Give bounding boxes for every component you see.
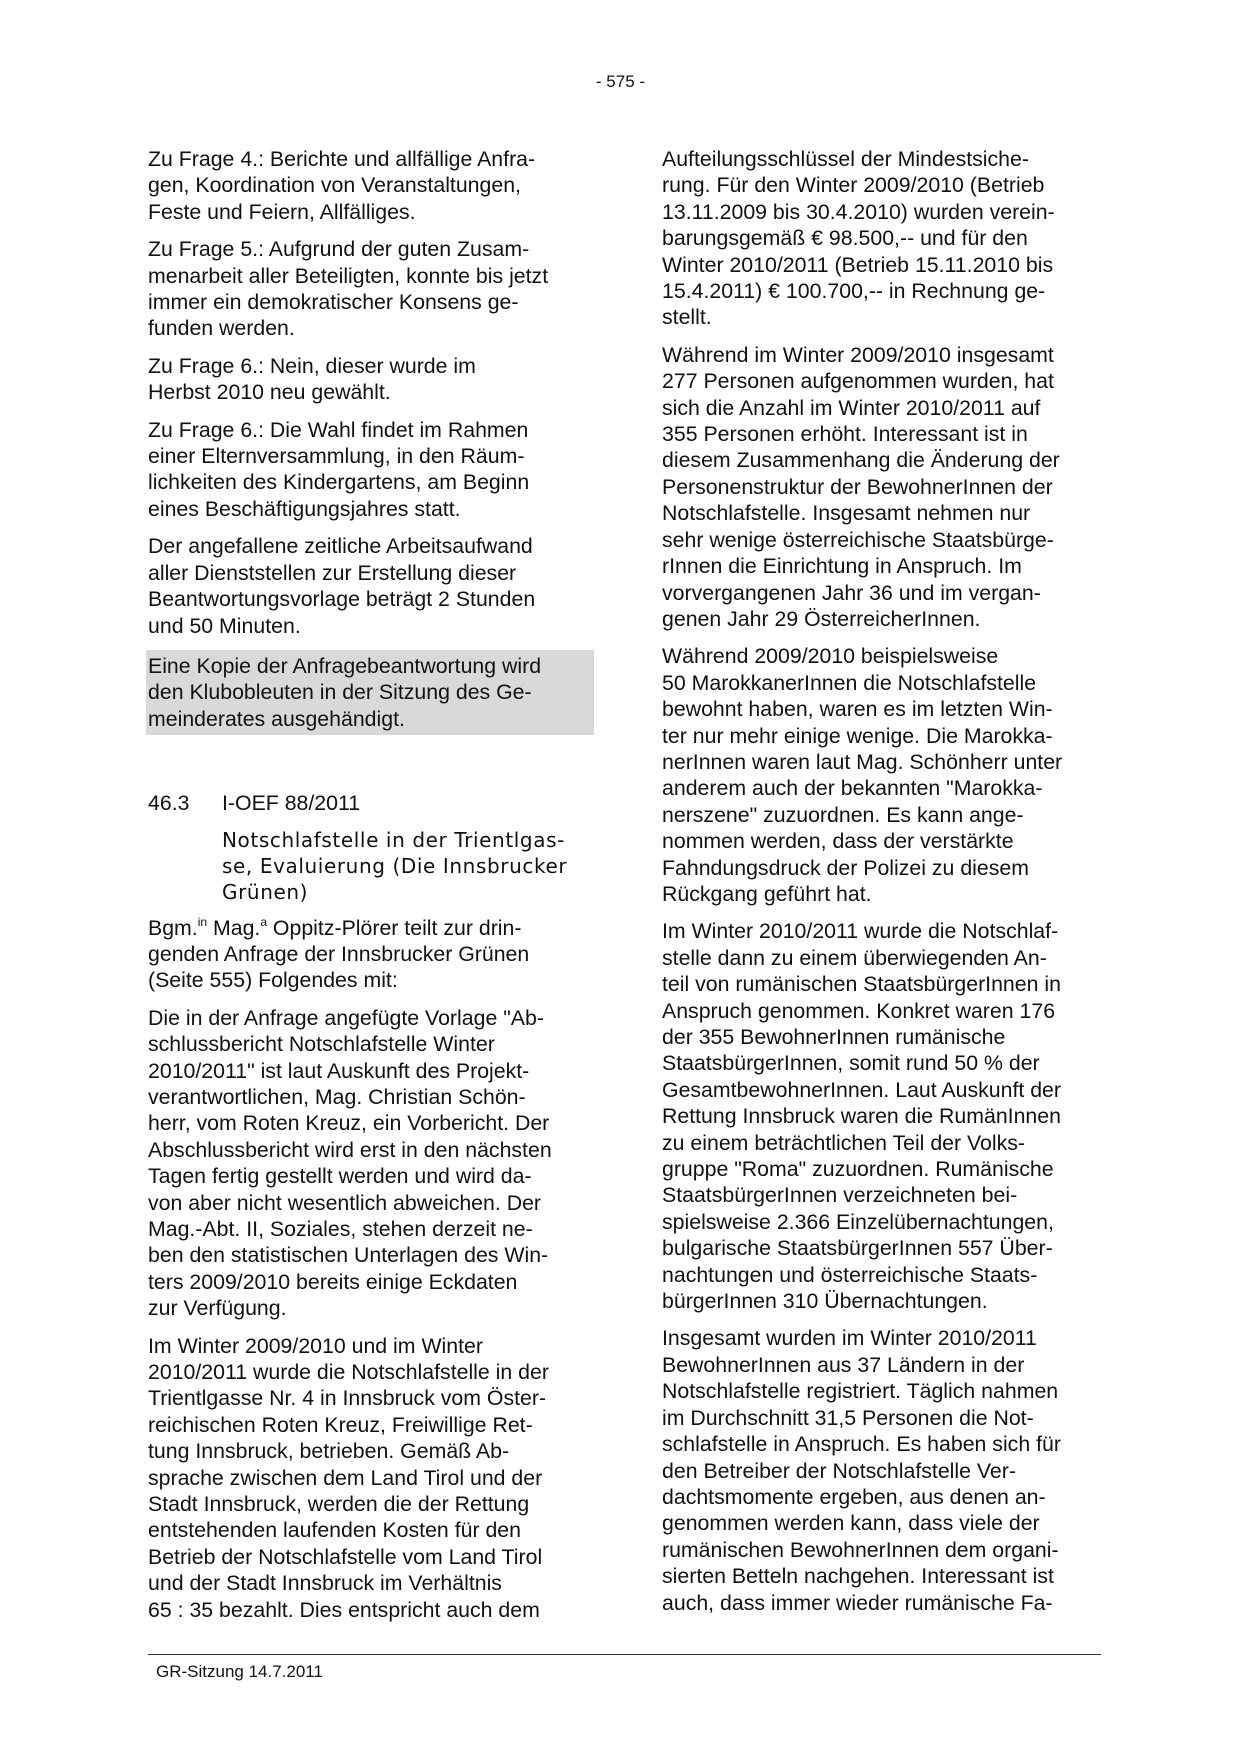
text-line: 277 Personen aufgenommen wurden, hat — [662, 369, 1054, 394]
text-line: und 50 Minuten. — [148, 613, 301, 638]
text-line: sprache zwischen dem Land Tirol und der — [148, 1465, 543, 1490]
text-line: sierten Betteln nachgehen. Interessant ist — [662, 1564, 1054, 1589]
superscript: in — [197, 914, 208, 929]
text-line: Während 2009/2010 beispielsweise — [662, 644, 999, 669]
text-line: Abschlussbericht wird erst in den nächsten — [148, 1137, 552, 1162]
agenda-item-code: I-OEF 88/2011 — [222, 791, 361, 816]
text-line: rumänischen BewohnerInnen dem organi- — [662, 1537, 1059, 1562]
paragraph-marokkaner — [662, 643, 1108, 907]
text-line: 13.11.2009 bis 30.4.2010) wurden verein- — [662, 199, 1055, 224]
text-line: barungsgemäß € 98.500,-- und für den — [662, 226, 1028, 251]
text-line: diesem Zusammenhang die Änderung der — [662, 448, 1060, 473]
text-line: genden Anfrage der Innsbrucker Grünen — [148, 941, 530, 966]
text-fragment: Mag. — [207, 915, 261, 940]
text-line: genommen werden kann, dass viele der — [662, 1511, 1040, 1536]
text-line: Betrieb der Notschlafstelle vom Land Tirol — [148, 1544, 543, 1569]
page-number: - 575 - — [595, 72, 646, 91]
text-line: zu einem beträchtlichen Teil der Volks- — [662, 1130, 1026, 1155]
text-line: Im Winter 2010/2011 wurde die Notschlaf- — [662, 919, 1059, 944]
paragraph-frage-6a — [148, 353, 594, 406]
text-line: den Klubobleuten in der Sitzung des Ge- — [148, 680, 532, 705]
text-line: anderem auch der bekannten "Marokka- — [662, 776, 1043, 801]
paragraph-arbeitsaufwand — [148, 533, 594, 639]
text-line: Feste und Feiern, Allfälliges. — [148, 199, 416, 224]
text-line: verantwortlichen, Mag. Christian Schön- — [148, 1084, 526, 1109]
text-line: 15.4.2011) € 100.700,-- in Rechnung ge- — [662, 279, 1046, 304]
text-line: der 355 BewohnerInnen rumänische — [662, 1025, 1006, 1049]
text-line: Anspruch genommen. Konkret waren 176 — [662, 998, 1056, 1023]
text-line: bulgarische StaatsbürgerInnen 557 Über- — [662, 1236, 1053, 1261]
text-line: 2010/2011" ist laut Auskunft des Projekt- — [148, 1058, 530, 1083]
text-line: nommen werden, dass der verstärkte — [662, 829, 1014, 854]
text-line: GesamtbewohnerInnen. Laut Auskunft der — [662, 1077, 1061, 1102]
text-line: ters 2009/2010 bereits einige Eckdaten — [148, 1269, 518, 1294]
text-line: meinderates ausgehändigt. — [148, 706, 405, 731]
text-line: sehr wenige österreichische Staatsbürge- — [662, 527, 1054, 552]
text-line: nachtungen und österreichische Staats- — [662, 1262, 1038, 1287]
text-line: StaatsbürgerInnen, somit rund 50 % der — [662, 1051, 1040, 1076]
text-line: dachtsmomente ergeben, aus denen an- — [662, 1484, 1046, 1509]
text-line: Rettung Innsbruck waren die RumänInnen — [662, 1104, 1061, 1129]
text-line: Personenstruktur der BewohnerInnen der — [662, 474, 1053, 499]
paragraph-frage-6b — [148, 417, 594, 523]
paragraph-betrieb — [148, 1333, 594, 1623]
text-line: funden werden. — [148, 316, 295, 341]
text-line: schlussbericht Notschlafstelle Winter — [148, 1032, 495, 1057]
paragraph-vorlage — [148, 1005, 594, 1322]
text-line: Der angefallene zeitliche Arbeitsaufwand — [148, 534, 533, 559]
text-line: stelle dann zu einem überwiegenden An- — [662, 945, 1047, 970]
text-line: gen, Koordination von Veranstaltungen, — [148, 173, 521, 198]
text-line: teil von rumänischen StaatsbürgerInnen in — [662, 972, 1061, 997]
text-line: immer ein demokratischer Konsens ge- — [148, 290, 519, 315]
text-line: entstehenden laufenden Kosten für den — [148, 1518, 521, 1543]
text-line: Rückgang geführt hat. — [662, 881, 872, 906]
text-line: rInnen die Einrichtung in Anspruch. Im — [662, 554, 1022, 579]
text-line: ben den statistischen Unterlagen des Win- — [148, 1243, 549, 1268]
paragraph-personen — [662, 342, 1108, 632]
text-line: herr, vom Roten Kreuz, ein Vorbericht. Der — [148, 1111, 550, 1136]
text-line: gruppe "Roma" zuzuordnen. Rumänische — [662, 1157, 1054, 1182]
text-line: 65 : 35 bezahlt. Dies entspricht auch dem — [148, 1597, 540, 1622]
text-line: lichkeiten des Kindergartens, am Beginn — [148, 470, 530, 495]
highlighted-note — [146, 650, 594, 735]
text-line: menarbeit aller Beteiligten, konnte bis jetzt — [148, 263, 549, 288]
paragraph-frage-5 — [148, 236, 594, 342]
text-line: zur Verfügung. — [148, 1296, 287, 1321]
text-line: Zu Frage 6.: Die Wahl findet im Rahmen — [148, 417, 529, 442]
text-line: Während im Winter 2009/2010 insgesamt — [662, 342, 1054, 367]
text-line: Zu Frage 4.: Berichte und allfällige Anfra- — [148, 147, 536, 171]
text-line: BewohnerInnen aus 37 Ländern in der — [662, 1352, 1025, 1377]
text-line: aller Dienststellen zur Erstellung dieser — [148, 560, 517, 585]
text-line: Eine Kopie der Anfragebeantwortung wird — [148, 653, 542, 678]
text-line: 355 Personen erhöht. Interessant ist in — [662, 422, 1028, 447]
text-line: 50 MarokkanerInnen die Notschlafstelle — [662, 670, 1037, 695]
title-line: se, Evaluierung (Die Innsbrucker — [222, 853, 568, 878]
text-line: eines Beschäftigungsjahres statt. — [148, 496, 461, 521]
text-line: den Betreiber der Notschlafstelle Ver- — [662, 1458, 1016, 1483]
text-line: Notschlafstelle. Insgesamt nehmen nur — [662, 501, 1031, 526]
paragraph-laender — [662, 1325, 1108, 1615]
text-line: 2010/2011 wurde die Notschlafstelle in der — [148, 1360, 549, 1385]
text-line: Tagen fertig gestellt werden und wird da- — [148, 1164, 532, 1189]
text-line: Winter 2010/2011 (Betrieb 15.11.2010 bis — [662, 252, 1054, 277]
left-column — [148, 146, 594, 1634]
text-line — [148, 915, 594, 941]
text-line: bewohnt haben, waren es im letzten Win- — [662, 697, 1053, 722]
text-line: stellt. — [662, 305, 712, 330]
text-line: Fahndungsdruck der Polizei zu diesem — [662, 855, 1029, 880]
text-line: sich die Anzahl im Winter 2010/2011 auf — [662, 395, 1041, 420]
text-line: auch, dass immer wieder rumänische Fa- — [662, 1590, 1053, 1615]
agenda-item-title — [222, 827, 594, 905]
paragraph-rumaenen — [662, 918, 1108, 1314]
footer-divider — [148, 1654, 1101, 1655]
text-line: einer Elternversammlung, in den Räum- — [148, 444, 525, 469]
text-line: StaatsbürgerInnen verzeichneten bei- — [662, 1183, 1018, 1208]
text-line: bürgerInnen 310 Übernachtungen. — [662, 1289, 988, 1314]
footer-session-date: GR-Sitzung 14.7.2011 — [156, 1662, 323, 1681]
text-line: ter nur mehr einige wenige. Die Marokka- — [662, 723, 1053, 748]
text-line: von aber nicht wesentlich abweichen. Der — [148, 1190, 542, 1215]
text-line: tung Innsbruck, betrieben. Gemäß Ab- — [148, 1439, 510, 1464]
text-line: Aufteilungsschlüssel der Mindestsiche- — [662, 147, 1029, 171]
text-line: Insgesamt wurden im Winter 2010/2011 — [662, 1326, 1037, 1351]
text-line: schlafstelle in Anspruch. Es haben sich für — [662, 1432, 1061, 1457]
text-line: und der Stadt Innsbruck im Verhältnis — [148, 1571, 502, 1596]
text-line: nerszene" zuzuordnen. Es kann ange- — [662, 802, 1024, 827]
superscript: a — [260, 914, 268, 929]
text-line: nerInnen waren laut Mag. Schönherr unter — [662, 749, 1063, 774]
text-line: Mag.-Abt. II, Soziales, stehen derzeit ne- — [148, 1217, 533, 1241]
title-line: Grünen) — [222, 879, 309, 904]
text-line: genen Jahr 29 ÖsterreicherInnen. — [662, 606, 981, 631]
text-line: rung. Für den Winter 2009/2010 (Betrieb — [662, 173, 1045, 198]
text-fragment: Oppitz-Plörer teilt zur drin- — [267, 915, 522, 940]
agenda-item-heading — [148, 790, 594, 816]
text-line: Die in der Anfrage angefügte Vorlage "Ab- — [148, 1005, 544, 1030]
text-line: reichischen Roten Kreuz, Freiwillige Ret- — [148, 1412, 533, 1437]
text-line: Notschlafstelle registriert. Täglich nahmen — [662, 1379, 1059, 1404]
text-line: (Seite 555) Folgendes mit: — [148, 968, 398, 993]
text-line: vorvergangenen Jahr 36 und im vergan- — [662, 580, 1041, 605]
text-line: Stadt Innsbruck, werden die der Rettung — [148, 1492, 530, 1517]
text-fragment: Bgm. — [148, 915, 198, 940]
agenda-item-number: 46.3 — [148, 791, 190, 816]
paragraph-intro — [148, 915, 594, 994]
text-line: Trientlgasse Nr. 4 in Innsbruck vom Öster- — [148, 1386, 547, 1411]
right-column — [662, 146, 1108, 1627]
text-line: Beantwortungsvorlage beträgt 2 Stunden — [148, 587, 536, 612]
title-line: Notschlafstelle in der Trientlgas- — [222, 827, 565, 852]
text-line: Im Winter 2009/2010 und im Winter — [148, 1333, 483, 1358]
paragraph-frage-4 — [148, 146, 594, 225]
text-line: Zu Frage 6.: Nein, dieser wurde im — [148, 353, 476, 378]
text-line: Herbst 2010 neu gewählt. — [148, 380, 391, 405]
text-line: Zu Frage 5.: Aufgrund der guten Zusam- — [148, 237, 530, 262]
text-line: spielsweise 2.366 Einzelübernachtungen, — [662, 1209, 1054, 1234]
paragraph-aufteilungsschluessel — [662, 146, 1108, 331]
text-line: im Durchschnitt 31,5 Personen die Not- — [662, 1405, 1034, 1430]
